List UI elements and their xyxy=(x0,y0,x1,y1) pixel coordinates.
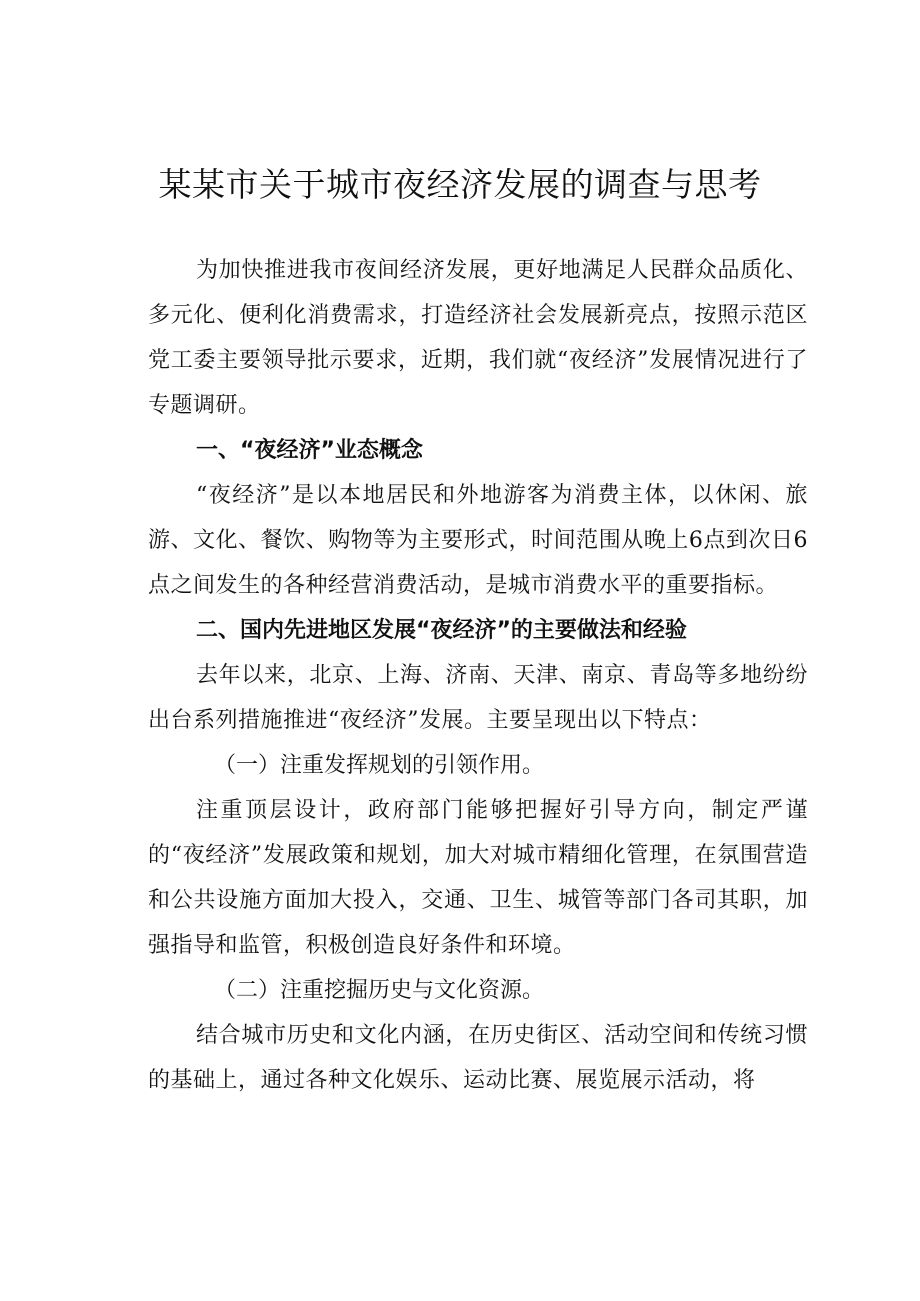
section-1-paragraph: “夜经济”是以本地居民和外地游客为消费主体，以休闲、旅游、文化、餐饮、购物等为主要形式，时间范围从晚上6点到次日6点之间发生的各种经营消费活动，是城市消费水平的重要指标。 xyxy=(148,483,808,598)
subsection-1-heading: （一）注重发挥规划的引领作用。 xyxy=(214,753,545,778)
subsection-2-heading: （二）注重挖掘历史与文化资源。 xyxy=(214,978,545,1003)
section-2-heading: 二、国内先进地区发展“夜经济”的主要做法和经验 xyxy=(196,618,687,643)
intro-paragraph: 为加快推进我市夜间经济发展，更好地满足人民群众品质化、多元化、便利化消费需求，打造经济社会发展新亮点，按照示范区党工委主要领导批示要求，近期，我们就“夜经济”发展情况进行了专题调研。 xyxy=(148,258,808,418)
document-body xyxy=(148,248,808,1103)
document-title: 某某市关于城市夜经济发展的调查与思考 xyxy=(158,165,762,204)
section-2-paragraph: 去年以来，北京、上海、济南、天津、南京、青岛等多地纷纷出台系列措施推进“夜经济”发展。主要呈现出以下特点： xyxy=(148,663,808,733)
subsection-1-paragraph: 注重顶层设计，政府部门能够把握好引导方向，制定严谨的“夜经济”发展政策和规划，加大对城市精细化管理，在氛围营造和公共设施方面加大投入，交通、卫生、城管等部门各司其职，加强指导和监管，积极创造良好条件和环境。 xyxy=(148,798,808,958)
subsection-2-paragraph: 结合城市历史和文化内涵，在历史街区、活动空间和传统习惯的基础上，通过各种文化娱乐、运动比赛、展览展示活动，将 xyxy=(148,1023,808,1093)
section-1-heading: 一、“夜经济”业态概念 xyxy=(196,438,423,463)
